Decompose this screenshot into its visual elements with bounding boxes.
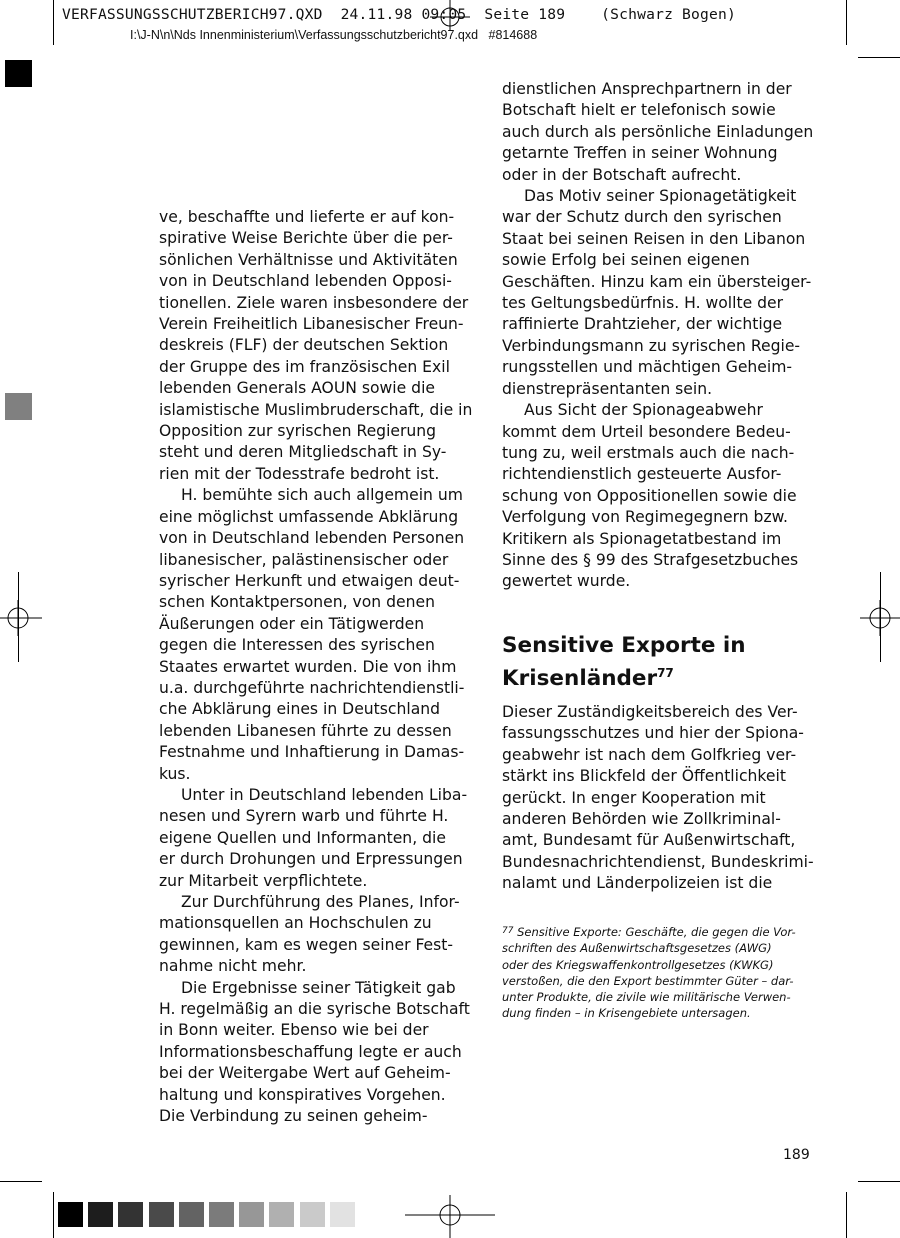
text-line: von in Deutschland lebenden Personen [159, 529, 465, 548]
text-line: dienstrepräsentanten sein. [502, 379, 713, 398]
section-text [502, 702, 814, 895]
text-line: syrischer Herkunft und etwaigen deut- [159, 571, 460, 590]
text-line: dienstlichen Ansprechpartnern in der [502, 80, 792, 98]
text-line: eine möglichst umfassende Abklärung [159, 507, 459, 526]
text-line: Die Ergebnisse seiner Tätigkeit gab [181, 978, 456, 997]
text-line: H. regelmäßig an die syrische Botschaft [159, 1000, 470, 1019]
text-line: Kritikern als Spionagetatbestand im [502, 529, 782, 548]
text-line: u.a. durchgeführte nachrichtendienstli- [159, 678, 465, 697]
registration-line-right [880, 572, 881, 662]
crop-mark-right-bottom [858, 1181, 900, 1182]
footnote-line [502, 940, 796, 956]
text-line: Botschaft hielt er telefonisch sowie [502, 101, 776, 120]
registration-mark-bottom [405, 1195, 495, 1238]
text-line: geabwehr ist nach dem Golfkrieg ver- [502, 745, 797, 764]
text-line: ve, beschaffte und lieferte er auf kon- [159, 208, 455, 226]
text-line: lebenden Generals AOUN sowie die [159, 379, 435, 398]
text-line: Geschäften. Hinzu kam ein übersteiger- [502, 272, 812, 291]
footnote-text: unter Produkte, die zivile wie militärische Verwen- [502, 990, 791, 1005]
section-heading-text: Krisenländer [502, 665, 658, 691]
footnote-number: 77 [502, 926, 514, 936]
gray-swatch [149, 1202, 174, 1227]
side-mark-gray-square [5, 393, 32, 420]
text-line: Informationsbeschaffung legte er auch [159, 1042, 462, 1061]
registration-line-left [18, 572, 19, 662]
text-line: che Abklärung eines in Deutschland [159, 700, 441, 719]
gray-swatch [330, 1202, 355, 1227]
footnote-line [502, 923, 796, 940]
text-line: auch durch als persönliche Einladungen [502, 122, 814, 141]
section-heading-line2 [502, 660, 746, 693]
gray-swatch [58, 1202, 83, 1227]
crop-mark-left-bottom [0, 1181, 42, 1182]
text-line: Festnahme und Inhaftierung in Damas- [159, 743, 465, 762]
text-line: Aus Sicht der Spionageabwehr [524, 401, 763, 420]
text-line: in Bonn weiter. Ebenso wie bei der [159, 1021, 429, 1040]
text-line: rien mit der Todesstrafe bedroht ist. [159, 464, 440, 483]
text-line: schen Kontaktpersonen, von denen [159, 593, 436, 612]
section-heading [502, 632, 746, 692]
text-line: mationsquellen an Hochschulen zu [159, 914, 432, 933]
text-line: spirative Weise Berichte über die per- [159, 229, 453, 248]
registration-mark-left [0, 600, 42, 636]
text-line: tung zu, weil erstmals auch die nach- [502, 443, 795, 462]
text-line: Unter in Deutschland lebenden Liba- [181, 785, 468, 804]
text-line: gewertet wurde. [502, 572, 631, 591]
text-line: stärkt ins Blickfeld der Öffentlichkeit [502, 767, 786, 786]
text-line: lebenden Libanesen führte zu dessen [159, 721, 452, 740]
text-line: gegen die Interessen des syrischen [159, 636, 435, 655]
text-line: sowie Erfolg bei seinen eigenen [502, 251, 750, 270]
text-line: tes Geltungsbedürfnis. H. wollte der [502, 294, 784, 313]
text-line: Verfolgung von Regimegegnern bzw. [502, 508, 788, 527]
page-number: 189 [783, 1147, 810, 1163]
gray-swatch [88, 1202, 113, 1227]
footnote-text: dung finden – in Krisengebiete untersagen. [502, 1006, 751, 1021]
crop-mark-bottom-right [846, 1192, 847, 1238]
file-path: I:\J-N\n\Nds Innenministerium\Verfassungsschutzbericht97.qxd #814688 [130, 28, 538, 42]
text-line: Zur Durchführung des Planes, Infor- [181, 893, 460, 911]
text-line: richtendienstlich gesteuerte Ausfor- [502, 465, 782, 484]
crop-mark-bottom-left [53, 1192, 54, 1238]
gray-swatch [209, 1202, 234, 1227]
text-line: deskreis (FLF) der deutschen Sektion [159, 336, 449, 355]
text-line: H. bemühte sich auch allgemein um [181, 486, 463, 505]
crop-mark-right-top [858, 57, 900, 58]
footnote-line [502, 1005, 796, 1021]
text-line: war der Schutz durch den syrischen [502, 208, 782, 227]
text-line: haltung und konspiratives Vorgehen. [159, 1085, 446, 1104]
left-text-column [159, 207, 472, 1127]
gray-swatch [179, 1202, 204, 1227]
text-line: der Gruppe des im französischen Exil [159, 357, 450, 376]
text-line: nalamt und Länderpolizeien ist die [502, 874, 773, 893]
text-line: tionellen. Ziele waren insbesondere der [159, 293, 469, 312]
text-line: von in Deutschland lebenden Opposi- [159, 272, 452, 291]
text-line: Staates erwartet wurden. Die von ihm [159, 657, 457, 676]
text-line: sönlichen Verhältnisse und Aktivitäten [159, 250, 458, 269]
text-line: getarnte Treffen in seiner Wohnung [502, 144, 778, 163]
text-line: schung von Oppositionellen sowie die [502, 486, 797, 505]
footnote-text: schriften des Außenwirtschaftsgesetzes (AWG) [502, 941, 772, 956]
footnote-text: oder des Kriegswaffenkontrollgesetzes (KWKG) [502, 957, 774, 972]
text-line: Verein Freiheitlich Libanesischer Freun- [159, 315, 464, 334]
text-line: rungsstellen und mächtigen Geheim- [502, 358, 793, 377]
slug-line: VERFASSUNGSSCHUTZBERICH97.QXD 24.11.98 09:05 Seite 189 (Schwarz Bogen) [62, 6, 736, 23]
crop-mark-top-right [846, 0, 847, 45]
text-line: nahme nicht mehr. [159, 957, 307, 976]
text-line: oder in der Botschaft aufrecht. [502, 165, 742, 184]
text-line: bei der Weitergabe Wert auf Geheim- [159, 1064, 451, 1083]
text-line: zur Mitarbeit verpflichtete. [159, 871, 368, 890]
text-line: Opposition zur syrischen Regierung [159, 422, 437, 441]
text-line: Sinne des § 99 des Strafgesetzbuches [502, 550, 799, 569]
text-line: nesen und Syrern warb und führte H. [159, 807, 449, 826]
text-line: er durch Drohungen und Erpressungen [159, 850, 463, 869]
text-line: Das Motiv seiner Spionagetätigkeit [524, 187, 797, 206]
text-line: Die Verbindung zu seinen geheim- [159, 1107, 428, 1126]
gray-swatch [300, 1202, 325, 1227]
gray-swatch [239, 1202, 264, 1227]
gray-swatch [118, 1202, 143, 1227]
text-line: kommt dem Urteil besondere Bedeu- [502, 422, 791, 441]
text-line: amt, Bundesamt für Außenwirtschaft, [502, 831, 796, 850]
text-line: Dieser Zuständigkeitsbereich des Ver- [502, 703, 798, 721]
crop-mark-top-left [53, 0, 54, 45]
side-mark-black-square [5, 60, 32, 87]
text-line: gerückt. In enger Kooperation mit [502, 788, 766, 807]
text-line: fassungsschutzes und hier der Spiona- [502, 724, 804, 743]
text-line: Äußerungen oder ein Tätigwerden [159, 614, 425, 633]
text-line: raffinierte Drahtzieher, der wichtige [502, 315, 783, 334]
footnote-reference: 77 [657, 665, 674, 680]
text-line: gewinnen, kam es wegen seiner Fest- [159, 935, 454, 954]
registration-mark-top [430, 0, 470, 30]
footnote-line [502, 973, 796, 989]
text-line: Staat bei seinen Reisen in den Libanon [502, 229, 806, 248]
text-line: anderen Behörden wie Zollkriminal- [502, 810, 781, 829]
footnote [502, 923, 796, 1022]
footnote-text: Sensitive Exporte: Geschäfte, die gegen die Vor- [513, 925, 796, 939]
text-line: Verbindungsmann zu syrischen Regie- [502, 336, 801, 355]
text-line: kus. [159, 764, 191, 783]
footnote-line [502, 957, 796, 973]
section-heading-line1: Sensitive Exporte in [502, 633, 746, 658]
footnote-line [502, 989, 796, 1005]
text-line: eigene Quellen und Informanten, die [159, 828, 446, 847]
text-line: steht und deren Mitgliedschaft in Sy- [159, 443, 447, 462]
text-line: islamistische Muslimbruderschaft, die in [159, 400, 473, 419]
gray-swatch [269, 1202, 294, 1227]
text-line: libanesischer, palästinensischer oder [159, 550, 449, 569]
text-line: Bundesnachrichtendienst, Bundeskrimi- [502, 852, 814, 871]
footnote-text: verstoßen, die den Export bestimmter Güter – dar- [502, 973, 794, 988]
right-text-column [502, 79, 813, 593]
